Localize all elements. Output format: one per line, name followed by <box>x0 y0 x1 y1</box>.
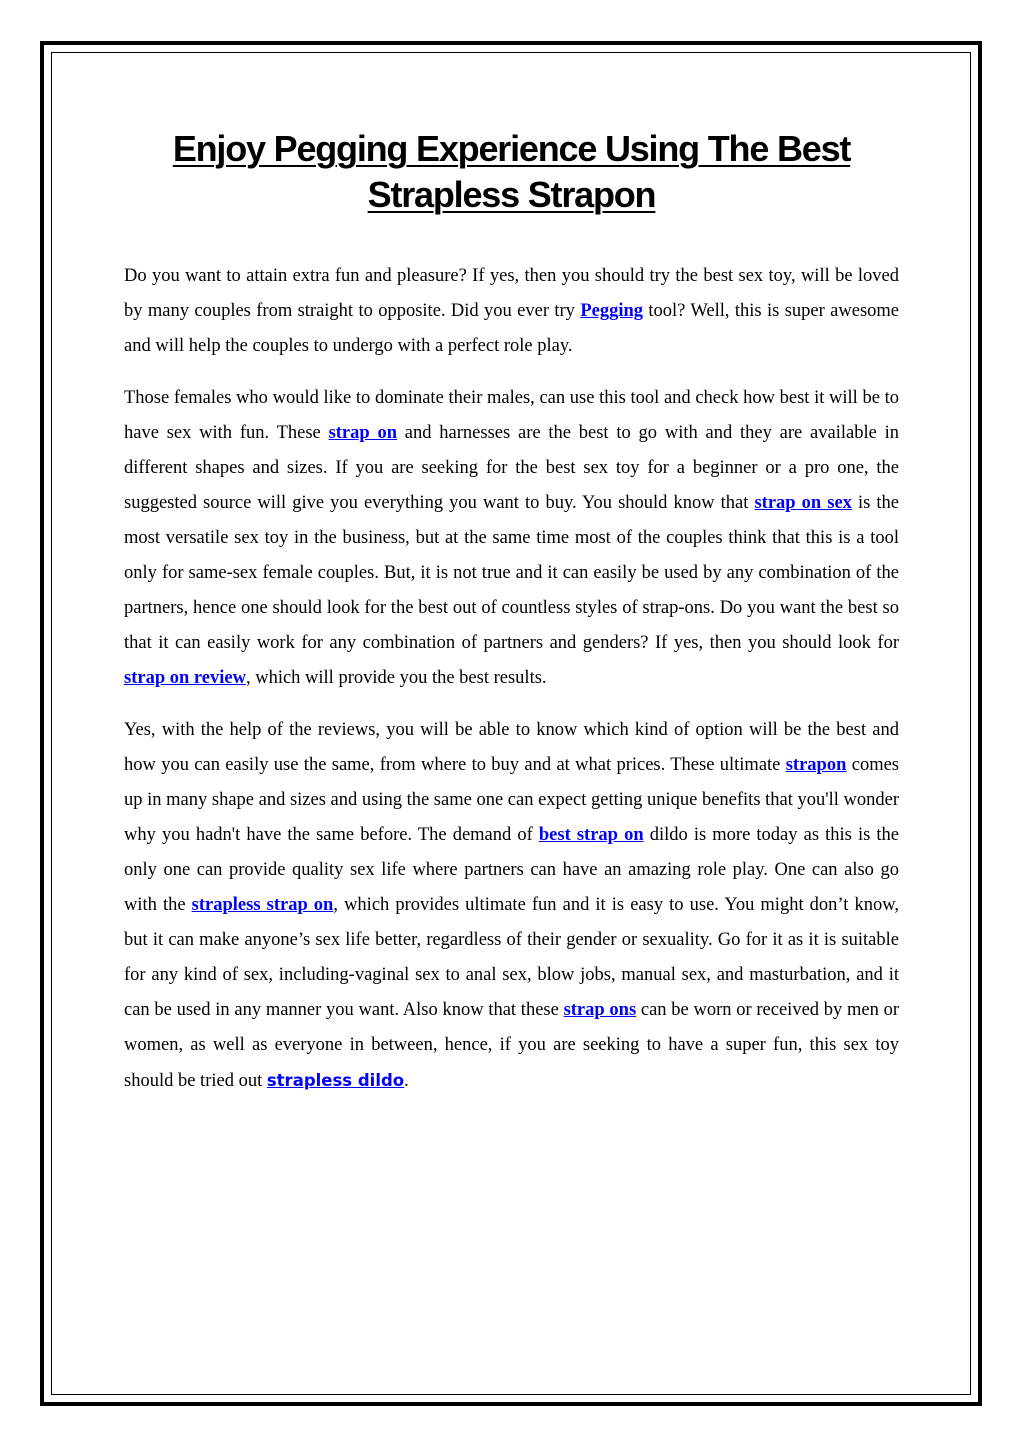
paragraph-3 <box>124 713 899 1099</box>
document-title <box>100 126 923 218</box>
link-strapless-dildo[interactable]: strapless dildo <box>266 1071 405 1090</box>
text-run: Yes, with the help of the reviews, you will be able to know which kind of option will be the best and how you can easily use the same, from where to buy and at what prices. These ultimate <box>124 720 899 775</box>
link-strap-on[interactable]: strap on <box>328 423 398 443</box>
text-run: and harnesses are the best to go with and they are available in different shapes and sizes. If you are seeking for the best sex toy for a beginner or a pro one, the suggested source will give you everything you want to buy. You should know that <box>124 423 899 513</box>
link-strapon[interactable]: strapon <box>785 755 847 775</box>
title-line-2: Strapless Strapon <box>367 174 656 215</box>
text-run: Those females who would like to dominate their males, can use this tool and check how best it will be to have sex with fun. These <box>124 388 899 443</box>
link-pegging[interactable]: Pegging <box>580 301 644 321</box>
link-strap-on-review[interactable]: strap on review <box>124 668 246 688</box>
link-best-strap-on[interactable]: best strap on <box>538 825 644 845</box>
text-run: tool? Well, this is super awesome and will help the couples to undergo with a perfect role play. <box>124 301 900 356</box>
text-run: dildo is more today as this is the only one can provide quality sex life where partners can have an amazing role play. One can also go with the <box>124 825 899 915</box>
link-strap-ons[interactable]: strap ons <box>563 1000 637 1020</box>
link-strapless-strap-on[interactable]: strapless strap on <box>191 895 334 915</box>
paragraph-1 <box>124 259 899 364</box>
text-run: can be worn or received by men or women, as well as everyone in between, hence, if you are seeking to have a super fun, this sex toy should be tried out <box>124 1000 899 1091</box>
paragraph-2 <box>124 381 899 696</box>
text-run: comes up in many shape and sizes and using the same one can expect getting unique benefits that you'll wonder why you hadn't have the same before. The demand of <box>124 755 899 845</box>
link-strap-on-sex[interactable]: strap on sex <box>754 493 852 513</box>
text-run: , which provides ultimate fun and it is easy to use. You might don’t know, but it can make anyone’s sex life better, regardless of their gender or sexuality. Go for it as it is suitable for any kind of sex, including-vaginal sex to anal sex, blow jobs, manual sex, and masturbation, and it can be used in any manner you want. Also know that these <box>124 895 899 1020</box>
text-run: Do you want to attain extra fun and pleasure? If yes, then you should try the best sex toy, will be loved by many couples from straight to opposite. Did you ever try <box>124 266 899 321</box>
text-run: is the most versatile sex toy in the business, but at the same time most of the couples think that this is a tool only for same-sex female couples. But, it is not true and it can easily be used by any combination of the partners, hence one should look for the best out of countless styles of strap-ons. Do you want the best so that it can easily work for any combination of partners and genders? If yes, then you should look for <box>124 493 899 653</box>
document-body <box>124 259 899 1116</box>
title-line-1: Enjoy Pegging Experience Using The Best <box>172 128 851 169</box>
text-run: . <box>404 1071 409 1091</box>
text-run: , which will provide you the best results. <box>245 668 547 688</box>
